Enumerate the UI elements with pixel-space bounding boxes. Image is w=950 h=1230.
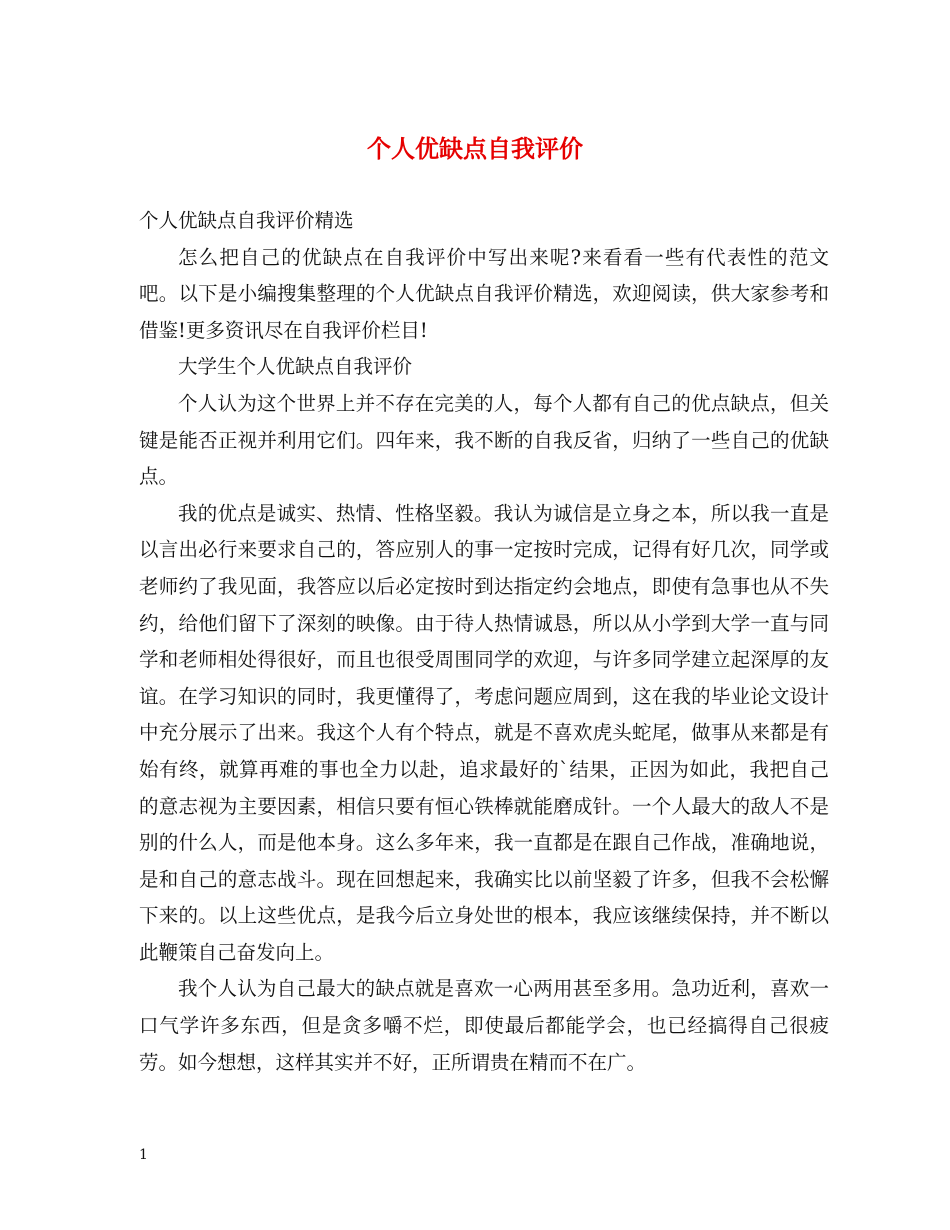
document-body — [139, 203, 829, 1081]
paragraph-intro: 怎么把自己的优缺点在自我评价中写出来呢?来看看一些有代表性的范文吧。以下是小编搜集整理的个人优缺点自我评价精选，欢迎阅读，供大家参考和借鉴!更多资讯尽在自我评价栏目! — [139, 245, 829, 342]
document-title: 个人优缺点自我评价 — [367, 134, 583, 163]
page-number: 1 — [139, 1147, 148, 1163]
paragraph-strengths: 我的优点是诚实、热情、性格坚毅。我认为诚信是立身之本，所以我一直是以言出必行来要求自己的，答应别人的事一定按时完成，记得有好几次，同学或老师约了我见面，我答应以后必定按时到达指定约会地点，即使有急事也从不失约，给他们留下了深刻的映像。由于待人热情诚恳，所以从小学到大学一直与同学和老师相处得很好，而且也很受周围同学的欢迎，与许多同学建立起深厚的友谊。在学习知识的同时，我更懂得了，考虑问题应周到，这在我的毕业论文设计中充分展示了出来。我这个人有个特点，就是不喜欢虎头蛇尾，做事从来都是有始有终，就算再难的事也全力以赴，追求最好的`结果，正因为如此，我把自己的意志视为主要因素，相信只要有恒心铁棒就能磨成针。一个人最大的敌人不是别的什么人，而是他本身。这么多年来，我一直都是在跟自己作战，准确地说，是和自己的意志战斗。现在回想起来，我确实比以前坚毅了许多，但我不会松懈下来的。以上这些优点，是我今后立身处世的根本，我应该继续保持，并不断以此鞭策自己奋发向上。 — [139, 501, 829, 964]
document-heading: 个人优缺点自我评价精选 — [139, 209, 354, 232]
paragraph-weaknesses: 我个人认为自己最大的缺点就是喜欢一心两用甚至多用。急功近利，喜欢一口气学许多东西，但是贪多嚼不烂，即使最后都能学会，也已经搞得自己很疲劳。如今想想，这样其实并不好，正所谓贵在精而不在广。 — [139, 977, 829, 1074]
paragraph-overview: 个人认为这个世界上并不存在完美的人，每个人都有自己的优点缺点，但关键是能否正视并利用它们。四年来，我不断的自我反省，归纳了一些自己的优缺点。 — [139, 391, 829, 489]
section-heading: 大学生个人优缺点自我评价 — [178, 355, 413, 379]
